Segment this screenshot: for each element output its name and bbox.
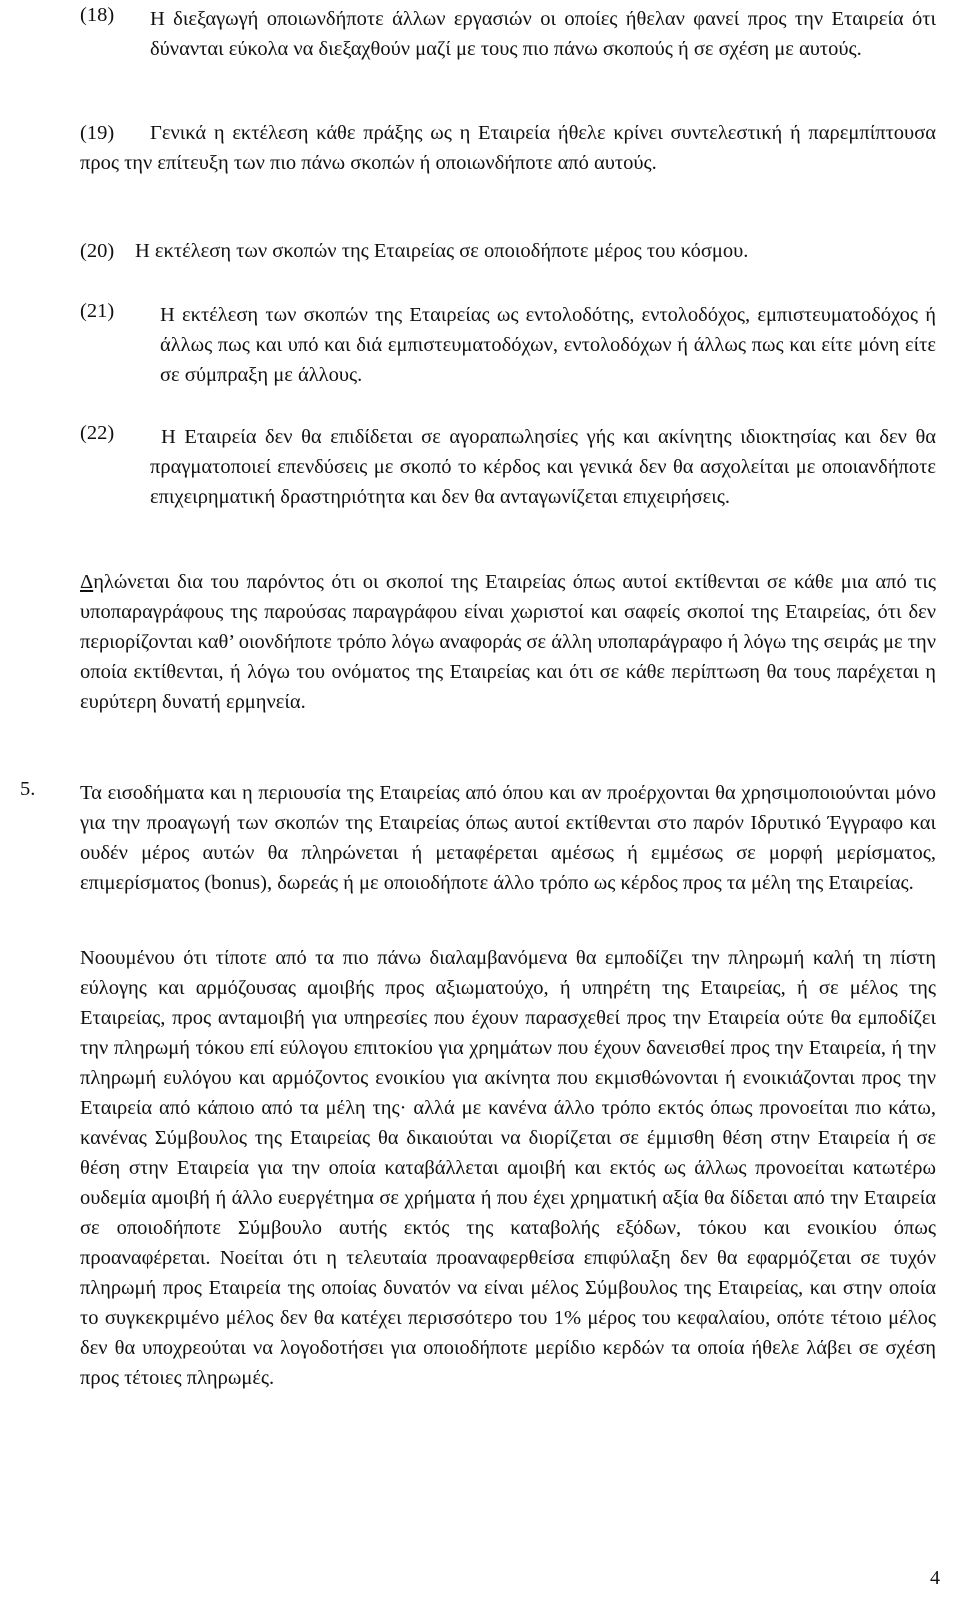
clause-18-text: Η διεξαγωγή οποιωνδήποτε άλλων εργασιών οι οποίες ήθελαν φανεί προς την Εταιρεία ότι δύνανται εύκολα να διεξαχθούν μαζί με τους πιο πάνω σκοπούς ή σε σχέση με αυτούς. [150, 8, 936, 60]
clause-20-label: (20) [80, 240, 115, 262]
clause-20-text: Η εκτέλεση των σκοπών της Εταιρείας σε οποιοδήποτε μέρος του κόσμου. [135, 240, 749, 262]
declaration-first-letter: Δ [80, 571, 94, 593]
clause-22-label: (22) [80, 422, 115, 444]
clause-19 [80, 118, 936, 178]
clause-22-text: Η Εταιρεία δεν θα επιδίδεται σε αγοραπωλησίες γής και ακίνητης ιδιοκτησίας και δεν θα πραγματοποιεί επενδύσεις με σκοπό το κέρδος και γενικά δεν θα ασχολείται με οποιανδήποτε επιχειρηματική δραστηριότητα και δεν θα ανταγωνίζεται επιχειρήσεις. [150, 426, 936, 508]
declaration-text: ηλώνεται δια του παρόντος ότι οι σκοποί της Εταιρείας όπως αυτοί εκτίθενται σε κάθε μια από τις υποπαραγράφους της παρούσας παραγράφου είναι χωριστοί και σαφείς σκοποί της Εταιρείας, ότι δεν περιορίζονται καθ’ οιονδήποτε τρόπο λόγω αναφοράς σε άλλη υποπαράγραφο ή λόγω της σειράς με την οποία εκτίθενται, ή λόγω του ονόματος της Εταιρείας και ότι σε κάθε περίπτωση θα τους παρέχεται η ευρύτερη δυνατή ερμηνεία. [80, 571, 936, 713]
clause-18 [80, 4, 936, 64]
clause-21-label: (21) [80, 300, 115, 322]
declaration-paragraph [80, 567, 936, 717]
page-number: 4 [930, 1567, 940, 1589]
clause-21-text: Η εκτέλεση των σκοπών της Εταιρείας ως εντολοδότης, εντολοδόχος, εμπιστευματοδόχος ή άλλως πως και υπό και διά εμπιστευματοδόχων, εντολοδόχων ή άλλως πως και είτε μόνη είτε σε σύμπραξη με άλλους. [160, 304, 936, 386]
clause-20 [80, 236, 940, 266]
section-5-number: 5. [20, 778, 36, 800]
clause-22 [80, 422, 936, 512]
clause-21 [80, 300, 936, 390]
clause-19-text: Γενικά η εκτέλεση κάθε πράξης ως η Εταιρεία ήθελε κρίνει συντελεστική ή παρεμπίπτουσα προς την επίτευξη των πιο πάνω σκοπών ή οποιωνδήποτε από αυτούς. [80, 122, 936, 174]
clause-18-label: (18) [80, 4, 115, 26]
clause-19-label: (19) [80, 122, 115, 144]
proviso-paragraph: Νοουμένου ότι τίποτε από τα πιο πάνω διαλαμβανόμενα θα εμποδίζει την πληρωμή καλή τη πίστη εύλογης και αρμόζουσας αμοιβής προς αξιωματούχο, ή υπηρέτη της Εταιρείας, ή σε μέλος της Εταιρείας, προς ανταμοιβή για υπηρεσίες που έχουν παρασχεθεί προς την Εταιρεία ούτε θα εμποδίζει την πληρωμή τόκου επί εύλογου επιτοκίου για χρημάτων που έχουν δανεισθεί προς την Εταιρεία, ή την πληρωμή ευλόγου και αρμόζοντος ενοικίου για ακίνητα που εκμισθώνονται ή ενοικιάζονται προς την Εταιρεία από κάποιο από τα μέλη της· αλλά με κανένα άλλο τρόπο εκτός όπως προνοείται πιο κάτω, κανένας Σύμβουλος της Εταιρείας θα δικαιούται να διορίζεται σε έμμισθη θέση στην Εταιρεία ή σε θέση στην Εταιρεία για την οποία καταβάλλεται αμοιβή και εκτός ως άλλως προνοείται κατωτέρω ουδεμία αμοιβή ή άλλο ευεργέτημα σε χρήματα ή που έχει χρηματική αξία θα δίδεται από την Εταιρεία σε οποιοδήποτε Σύμβουλο αυτής εκτός της καταβολής εξόδων, τόκου και ενοικίου όπως προαναφέρεται. Νοείται ότι η τελευταία προαναφερθείσα επιφύλαξη δεν θα εφαρμόζεται σε τυχόν πληρωμή προς Εταιρεία της οποίας δυνατόν να είναι μέλος Σύμβουλος της Εταιρείας, και στην οποία το συγκεκριμένο μέλος δεν θα κατέχει περισσότερο του 1% μέρος του κεφαλαίου, οπότε τέτοιο μέλος δεν θα υποχρεούται να λογοδοτήσει για οποιοδήποτε μερίδιο κερδών τα οποία ήθελε λάβει σε σχέση προς τέτοιες πληρωμές. [80, 947, 936, 1389]
section-5 [20, 778, 936, 898]
section-5-text: Τα εισοδήματα και η περιουσία της Εταιρείας από όπου και αν προέρχονται θα χρησιμοποιούνται μόνο για την προαγωγή των σκοπών της Εταιρείας όπως αυτοί εκτίθενται στο παρόν Ιδρυτικό Έγγραφο και ουδέν μέρος αυτών θα πληρώνεται ή μεταφέρεται αμέσως ή εμμέσως σε μορφή μερίσματος, επιμερίσματος (bonus), δωρεάς ή με οποιοδήποτε άλλο τρόπο ως κέρδος προς τα μέλη της Εταιρείας. [80, 782, 936, 894]
